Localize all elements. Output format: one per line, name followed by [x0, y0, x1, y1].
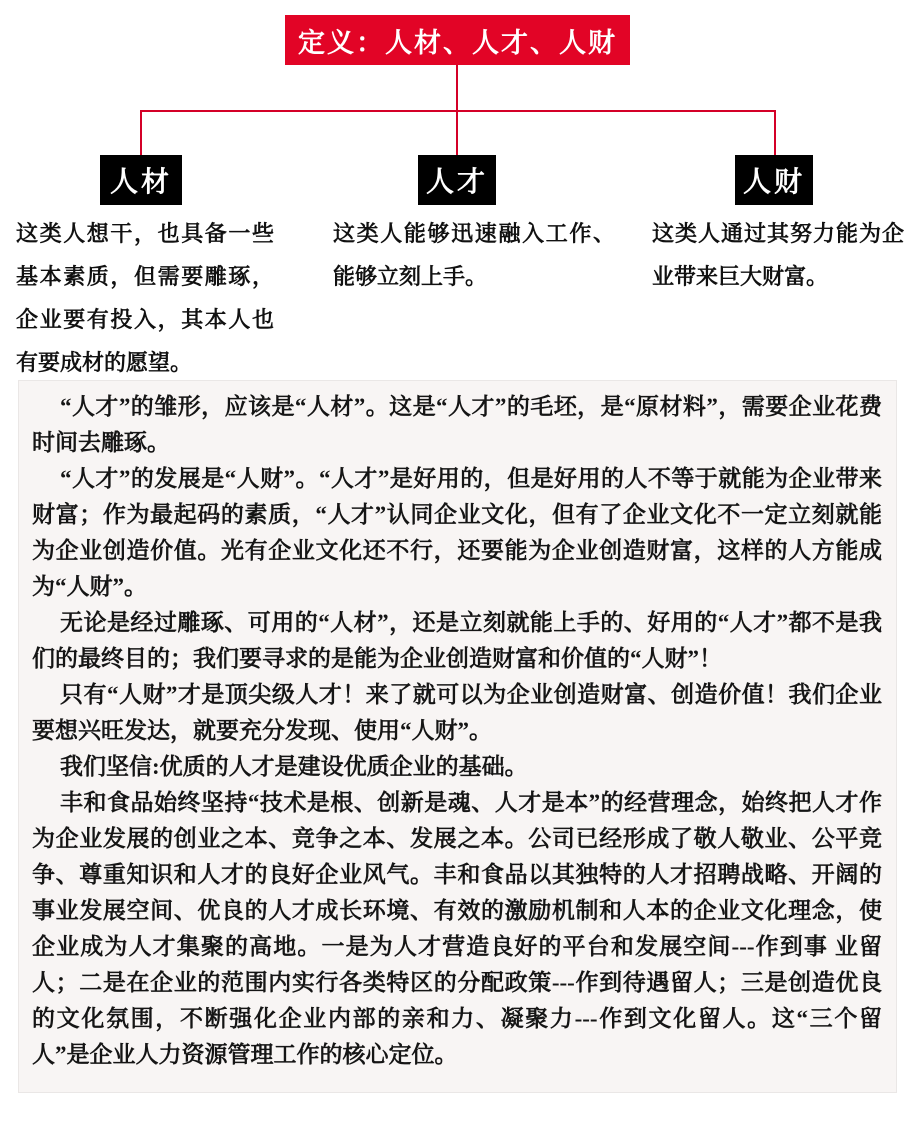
category-label-rencai-material: 人材	[100, 155, 182, 205]
main-text-panel	[18, 380, 897, 1093]
category-description-wealth: 这类人通过其努力能为企业带来巨大财富。	[652, 221, 904, 289]
connector-drop-middle	[456, 110, 458, 155]
paragraph-fenghe-philosophy: 丰和食品始终坚持“技术是根、创新是魂、人才是本”的经营理念，始终把人才作为企业发展的创业之本、竞争之本、发展之本。公司已经形成了敬人敬业、公平竞争、尊重知识和人才的良好企业风气。丰和食品以其独特的人才招聘战略、开阔的事业发展空间、优良的人才成长环境、有效的激励机制和人本的企业文化理念，使企业成为人才集聚的高地。一是为人才营造良好的平台和发展空间---作到事 业留人；二是在企业的范围内实行各类特区的分配政策---作到待遇留人；三是创造优良的文化氛围，不断强化企业内部的亲和力、凝聚力---作到文化留人。这“三个留人”是企业人力资源管理工作的核心定位。	[32, 790, 882, 1067]
connector-horizontal	[140, 110, 776, 112]
paragraph-belief: 我们坚信:优质的人才是建设优质企业的基础。	[60, 754, 528, 779]
paragraph-top-talent: 只有“人财”才是顶尖级人才！来了就可以为企业创造财富、创造价值！我们企业要想兴旺发达，就要充分发现、使用“人财”。	[32, 682, 882, 743]
category-label-rencai-talent: 人才	[418, 155, 496, 205]
definition-title: 定义：人材、人才、人财	[285, 15, 630, 65]
paragraph-prototype-material: “人才”的雏形，应该是“人材”。这是“人才”的毛坯，是“原材料”，需要企业花费时间去雕琢。	[32, 394, 882, 455]
category-label-rencai-wealth: 人财	[735, 155, 813, 205]
connector-drop-left	[140, 110, 142, 155]
connector-stem	[456, 65, 458, 111]
category-description-material: 这类人想干，也具备一些基本素质，但需要雕琢，企业要有投入，其本人也有要成材的愿望。	[16, 221, 274, 375]
paragraph-final-goal: 无论是经过雕琢、可用的“人材”，还是立刻就能上手的、好用的“人才”都不是我们的最终目的；我们要寻求的是能为企业创造财富和价值的“人财”！	[32, 610, 882, 671]
connector-drop-right	[774, 110, 776, 155]
category-description-talent: 这类人能够迅速融入工作、能够立刻上手。	[333, 221, 615, 289]
paragraph-development-wealth: “人才”的发展是“人财”。“人才”是好用的，但是好用的人不等于就能为企业带来财富；作为最起码的素质，“人才”认同企业文化，但有了企业文化不一定立刻就能为企业创造价值。光有企业文化还不行，还要能为企业创造财富，这样的人方能成为“人财”。	[32, 466, 882, 599]
